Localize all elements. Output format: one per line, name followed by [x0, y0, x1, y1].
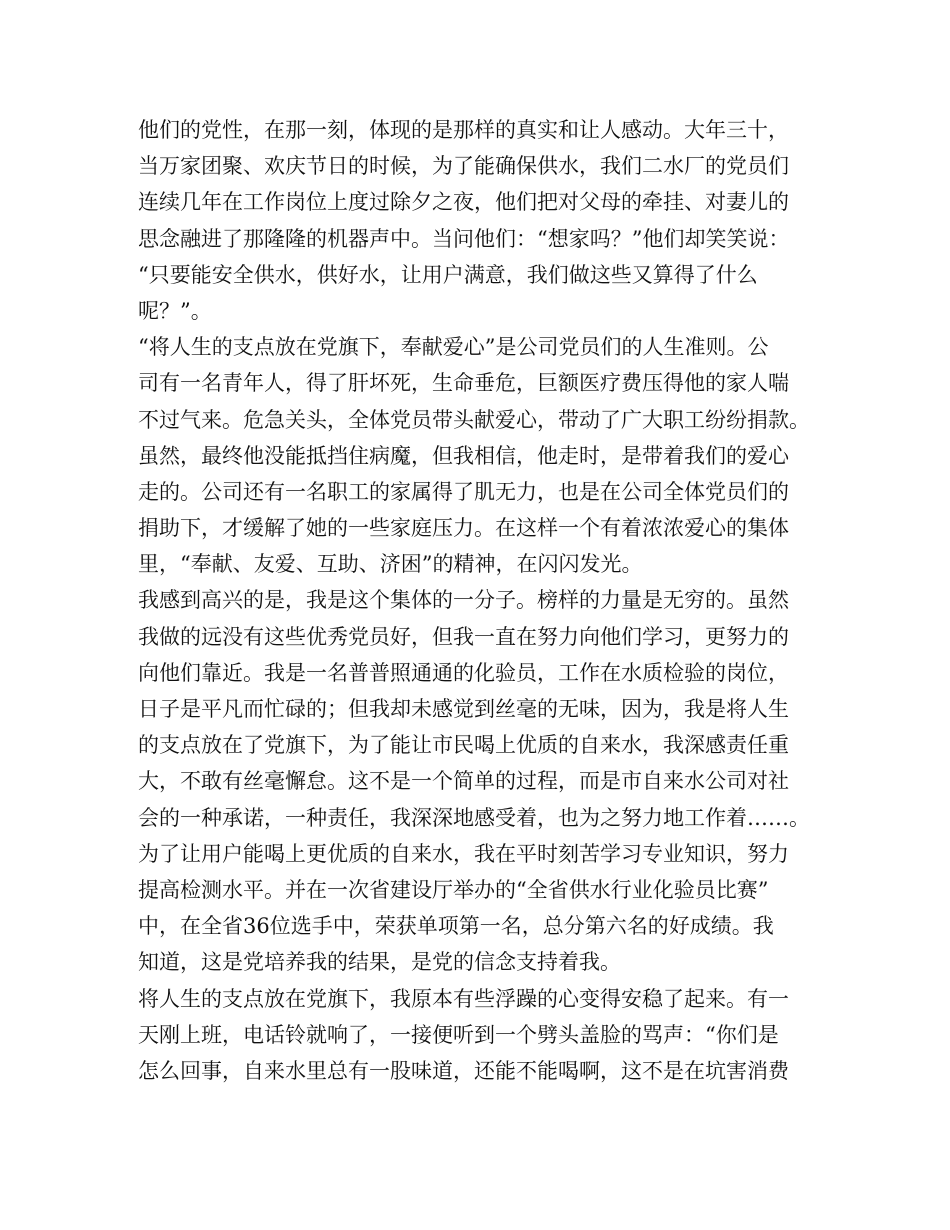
text-line: 的支点放在了党旗下，为了能让市民喝上优质的自来水，我深感责任重 [138, 733, 789, 758]
text-line: 将人生的支点放在党旗下，我原本有些浮躁的心变得安稳了起来。有一 [138, 986, 789, 1011]
text-line: 天刚上班，电话铃就响了，一接便听到一个劈头盖脸的骂声：“你们是 [138, 1022, 779, 1047]
text-line: 虽然，最终他没能抵挡住病魔，但我相信，他走时，是带着我们的爱心 [138, 443, 789, 468]
text-line: 向他们靠近。我是一名普普照通通的化验员，工作在水质检验的岗位， [138, 660, 789, 685]
text-line: 怎么回事，自来水里总有一股味道，还能不能喝啊，这不是在坑害消费 [138, 1058, 789, 1083]
text-line: “只要能安全供水，供好水，让用户满意，我们做这些又算得了什么 [138, 262, 758, 287]
text-line: 提高检测水平。并在一次省建设厅举办的“全省供水行业化验员比赛” [138, 877, 769, 902]
text-line: “将人生的支点放在党旗下，奉献爱心”是公司党员们的人生准则。公 [138, 335, 769, 360]
text-line: 当万家团聚、欢庆节日的时候，为了能确保供水，我们二水厂的党员们 [138, 154, 789, 179]
text-line: 里，“奉献、友爱、互助、济困”的精神，在闪闪发光。 [138, 552, 643, 577]
text-line: 我做的远没有这些优秀党员好，但我一直在努力向他们学习，更努力的 [138, 624, 789, 649]
text-line: 日子是平凡而忙碌的；但我却未感觉到丝毫的无味，因为，我是将人生 [138, 697, 789, 721]
text-line: 他们的党性，在那一刻，体现的是那样的真实和让人感动。大年三十， [138, 118, 789, 142]
text-line: 为了让用户能喝上更优质的自来水，我在平时刻苦学习专业知识，努力 [138, 841, 789, 866]
text-line: 会的一种承诺，一种责任，我深深地感受着，也为之努力地工作着……。 [138, 805, 810, 830]
text-line: 呢？”。 [138, 298, 212, 323]
text-line: 连续几年在工作岗位上度过除夕之夜，他们把对父母的牵挂、对妻儿的 [138, 190, 789, 215]
text-line: 捐助下，才缓解了她的一些家庭压力。在这样一个有着浓浓爱心的集体 [138, 516, 789, 541]
text-line: 走的。公司还有一名职工的家属得了肌无力，也是在公司全体党员们的 [138, 479, 789, 504]
text-line: 思念融进了那隆隆的机器声中。当问他们：“想家吗？”他们却笑笑说： [138, 226, 790, 251]
text-line: 不过气来。危急关头，全体党员带头献爱心，带动了广大职工纷纷捐款。 [138, 407, 810, 432]
text-line: 司有一名青年人，得了肝坏死，生命垂危，巨额医疗费压得他的家人喘 [138, 371, 789, 396]
text-line: 我感到高兴的是，我是这个集体的一分子。榜样的力量是无穷的。虽然 [138, 588, 789, 613]
document-body [138, 112, 828, 1089]
text-line: 中，在全省36位选手中，荣获单项第一名，总分第六名的好成绩。我 [138, 914, 774, 939]
text-line: 知道，这是党培养我的结果，是党的信念支持着我。 [138, 950, 621, 975]
text-line: 大，不敢有丝毫懈怠。这不是一个简单的过程，而是市自来水公司对社 [138, 769, 789, 794]
